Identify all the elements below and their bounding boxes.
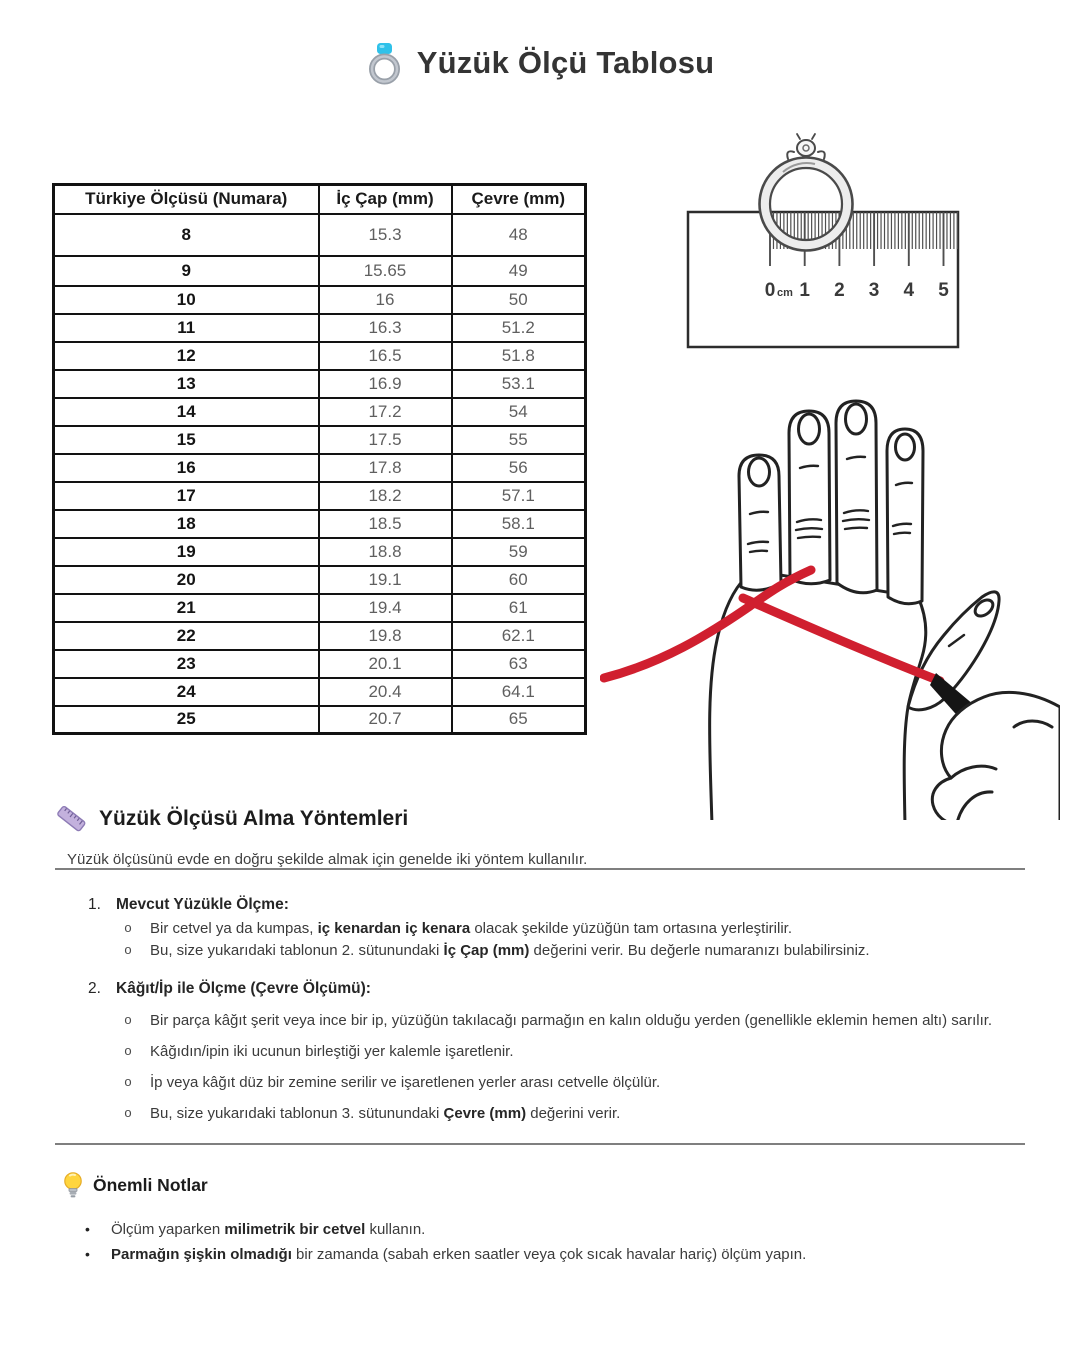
table-cell: 18.2 <box>319 482 452 510</box>
ring-size-table <box>52 183 587 735</box>
table-cell: 16.9 <box>319 370 452 398</box>
page-title: Yüzük Ölçü Tablosu <box>416 45 715 80</box>
column-header-circumference: Çevre (mm) <box>452 185 586 214</box>
table-cell: 63 <box>452 650 586 678</box>
table-cell: 64.1 <box>452 678 586 706</box>
methods-intro: Yüzük ölçüsünü evde en doğru şekilde almak için genelde iki yöntem kullanılır. <box>67 851 588 868</box>
table-row <box>54 286 586 314</box>
methods-section-title: Yüzük Ölçüsü Alma Yöntemleri <box>99 807 409 830</box>
table-row <box>54 398 586 426</box>
table-cell: 59 <box>452 538 586 566</box>
ring-icon <box>366 40 403 86</box>
list-item <box>123 942 1025 959</box>
circle-bullet-marker: o <box>124 942 132 957</box>
table-cell: 16.5 <box>319 342 452 370</box>
method-item <box>88 980 1025 1122</box>
table-cell: 15 <box>54 426 319 454</box>
hand-string-figure <box>600 375 1060 820</box>
table-cell: 11 <box>54 314 319 342</box>
table-cell: 16 <box>319 286 452 314</box>
ruler-icon <box>55 805 87 833</box>
method-title: Kâğıt/İp ile Ölçme (Çevre Ölçümü): <box>116 980 371 997</box>
list-item-text: Bu, size yukarıdaki tablonun 3. sütunundaki Çevre (mm) değerini verir. <box>150 1105 621 1122</box>
method-heading <box>88 980 1025 998</box>
table-row <box>54 706 586 734</box>
table-cell: 21 <box>54 594 319 622</box>
table-cell: 18.5 <box>319 510 452 538</box>
table-cell: 57.1 <box>452 482 586 510</box>
table-row <box>54 538 586 566</box>
list-item <box>123 920 1025 937</box>
table-cell: 17.8 <box>319 454 452 482</box>
table-cell: 49 <box>452 256 586 286</box>
second-hand <box>932 692 1060 820</box>
ruler-number: 3 <box>868 280 880 301</box>
page-title-row <box>0 40 1080 86</box>
table-cell: 23 <box>54 650 319 678</box>
table-cell: 19.8 <box>319 622 452 650</box>
table-row <box>54 454 586 482</box>
method-title: Mevcut Yüzükle Ölçme: <box>116 896 289 913</box>
table-cell: 61 <box>452 594 586 622</box>
divider-line <box>55 868 1025 870</box>
list-item-text: Bir cetvel ya da kumpas, iç kenardan iç kenara olacak şekilde yüzüğün tam ortasına yerleştirilir. <box>150 920 792 937</box>
ruler-body <box>688 212 958 347</box>
table-cell: 20.4 <box>319 678 452 706</box>
table-cell: 17 <box>54 482 319 510</box>
list-item <box>123 1043 1025 1060</box>
table-row <box>54 342 586 370</box>
table-cell: 15.3 <box>319 214 452 256</box>
table-row <box>54 214 586 256</box>
table-row <box>54 678 586 706</box>
table-cell: 12 <box>54 342 319 370</box>
table-row <box>54 594 586 622</box>
table-cell: 19.1 <box>319 566 452 594</box>
ruler-number: 5 <box>938 280 949 301</box>
ruler-number: 0 <box>764 280 776 301</box>
table-cell: 56 <box>452 454 586 482</box>
dot-bullet-marker: • <box>85 1246 90 1262</box>
table-row <box>54 510 586 538</box>
list-item <box>123 1012 1025 1029</box>
table-cell: 10 <box>54 286 319 314</box>
divider-line <box>55 1143 1025 1145</box>
list-item <box>123 1105 1025 1122</box>
table-row <box>54 370 586 398</box>
table-cell: 22 <box>54 622 319 650</box>
table-cell: 14 <box>54 398 319 426</box>
table-cell: 17.5 <box>319 426 452 454</box>
table-cell: 20.7 <box>319 706 452 734</box>
notes-section-title: Önemli Notlar <box>93 1174 208 1195</box>
ruler-unit: cm <box>777 287 793 299</box>
circle-bullet-marker: o <box>124 1043 132 1058</box>
table-cell: 19.4 <box>319 594 452 622</box>
table-header-row <box>54 185 586 214</box>
table-cell: 24 <box>54 678 319 706</box>
circle-bullet-marker: o <box>124 1074 132 1089</box>
list-item-text: Bu, size yukarıdaki tablonun 2. sütunundaki İç Çap (mm) değerini verir. Bu değerle numaranızı bulabilirsiniz. <box>150 942 870 959</box>
circle-bullet-marker: o <box>124 1105 132 1120</box>
table-cell: 54 <box>452 398 586 426</box>
table-cell: 60 <box>452 566 586 594</box>
table-cell: 19 <box>54 538 319 566</box>
table-cell: 48 <box>452 214 586 256</box>
table-cell: 55 <box>452 426 586 454</box>
table-cell: 51.2 <box>452 314 586 342</box>
table-cell: 16 <box>54 454 319 482</box>
table-cell: 13 <box>54 370 319 398</box>
ruler-number: 4 <box>903 280 915 301</box>
notes-section-header <box>63 1171 1025 1199</box>
method-item <box>88 896 1025 959</box>
table-row <box>54 256 586 286</box>
table-row <box>54 314 586 342</box>
table-cell: 16.3 <box>319 314 452 342</box>
table-cell: 15.65 <box>319 256 452 286</box>
list-item-text: Kâğıdın/ipin iki ucunun birleştiği yer kalemle işaretlenir. <box>150 1043 514 1060</box>
table-cell: 18.8 <box>319 538 452 566</box>
table-cell: 8 <box>54 214 319 256</box>
list-item <box>85 1246 1025 1263</box>
table-cell: 50 <box>452 286 586 314</box>
table-cell: 18 <box>54 510 319 538</box>
table-row <box>54 482 586 510</box>
table-cell: 9 <box>54 256 319 286</box>
circle-bullet-marker: o <box>124 1012 132 1027</box>
ring-on-ruler-figure <box>665 128 975 363</box>
table-cell: 20 <box>54 566 319 594</box>
column-header-size: Türkiye Ölçüsü (Numara) <box>54 185 319 214</box>
table-row <box>54 426 586 454</box>
table-cell: 25 <box>54 706 319 734</box>
table-cell: 53.1 <box>452 370 586 398</box>
notes-list <box>85 1221 1025 1263</box>
method-heading <box>88 896 1025 914</box>
size-table-body <box>54 214 586 734</box>
table-cell: 17.2 <box>319 398 452 426</box>
method-bullet-list <box>123 920 1025 959</box>
text-body <box>55 805 1025 1263</box>
ruler-number: 2 <box>834 280 845 301</box>
table-cell: 62.1 <box>452 622 586 650</box>
method-bullet-list <box>123 1012 1025 1122</box>
method-number: 2. <box>88 980 101 997</box>
table-cell: 58.1 <box>452 510 586 538</box>
table-cell: 51.8 <box>452 342 586 370</box>
methods-list <box>88 896 1025 1122</box>
ruler-number: 1 <box>799 280 810 301</box>
methods-section-header <box>55 805 1025 833</box>
table-cell: 20.1 <box>319 650 452 678</box>
dot-bullet-marker: • <box>85 1221 90 1237</box>
lightbulb-icon <box>63 1171 83 1199</box>
method-number: 1. <box>88 896 101 913</box>
list-item-text: Bir parça kâğıt şerit veya ince bir ip, yüzüğün takılacağı parmağın en kalın olduğu yerden (genellikle eklemin hemen altı) sarılır. <box>150 1012 993 1029</box>
list-item-text: İp veya kâğıt düz bir zemine serilir ve işaretlenen yerler arası cetvelle ölçülür. <box>150 1074 661 1091</box>
list-item <box>123 1074 1025 1091</box>
list-item-text: Ölçüm yaparken milimetrik bir cetvel kullanın. <box>111 1221 426 1238</box>
table-row <box>54 650 586 678</box>
table-row <box>54 622 586 650</box>
table-row <box>54 566 586 594</box>
list-item <box>85 1221 1025 1238</box>
list-item-text: Parmağın şişkin olmadığı bir zamanda (sabah erken saatler veya çok sıcak havalar hariç) ölçüm yapın. <box>111 1246 807 1263</box>
column-header-diameter: İç Çap (mm) <box>319 185 452 214</box>
circle-bullet-marker: o <box>124 920 132 935</box>
table-cell: 65 <box>452 706 586 734</box>
